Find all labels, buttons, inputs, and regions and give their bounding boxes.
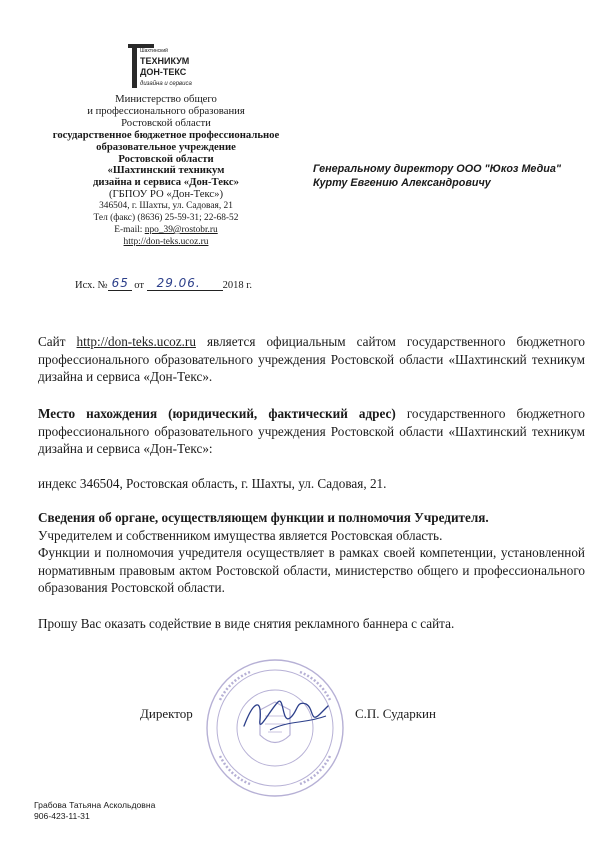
paragraph-founder xyxy=(38,509,585,597)
site-link[interactable]: http://don-teks.ucoz.ru xyxy=(76,334,196,349)
org-short-name: (ГБПОУ РО «Дон-Текс») xyxy=(108,188,224,201)
org-site-link[interactable]: http://don-teks.ucoz.ru xyxy=(123,236,209,247)
paragraph-request: Прошу Вас оказать содействие в виде снятия рекламного баннера с сайта. xyxy=(38,616,455,631)
email-label: E-mail: xyxy=(114,224,145,235)
ref-year: 2018 г. xyxy=(222,280,252,291)
founder-line2: Функции и полномочия учредителя осуществляет в рамках своей компетенции, установленной нормативным правовым актом Ростовской области, министерство общего и профессионального образования Ростовской области. xyxy=(38,545,585,596)
ministry-line: Министерство общего xyxy=(115,93,217,105)
addressee-line2: Курту Евгению Александровичу xyxy=(313,177,491,189)
reference-line xyxy=(75,276,252,291)
ref-date: 29.06. xyxy=(156,276,201,290)
addressee xyxy=(313,162,593,190)
paragraph-address: индекс 346504, Ростовская область, г. Шахты, ул. Садовая, 21. xyxy=(38,476,387,491)
executor-name: Грабова Татьяна Аскольдовна xyxy=(34,800,156,810)
logo-line2: ТЕХНИКУМ xyxy=(140,56,190,66)
org-address: 346504, г. Шахты, ул. Садовая, 21 xyxy=(99,201,233,212)
org-name-line: «Шахтинский техникум xyxy=(107,164,225,177)
letterhead xyxy=(28,94,304,249)
logo-line1: Шахтинский xyxy=(140,48,168,54)
org-phone: Тел (факс) (8636) 25-59-31; 22-68-52 xyxy=(93,213,239,224)
founder-line1: Учредителем и собственником имущества является Ростовская область. xyxy=(38,527,443,543)
addressee-line1: Генеральному директору ООО "Юкоз Медиа" xyxy=(313,163,561,175)
ref-number-field xyxy=(108,276,132,291)
org-region-line: Ростовской области xyxy=(118,152,214,165)
paragraph-location xyxy=(38,405,585,458)
org-type-line-2: образовательное учреждение xyxy=(96,140,236,153)
ref-date-field xyxy=(147,276,223,291)
ref-prefix: Исх. № xyxy=(75,280,108,291)
org-email-line xyxy=(28,225,304,237)
region-line: Ростовской области xyxy=(121,116,211,129)
ref-from: от xyxy=(134,280,144,291)
email-link[interactable]: npo_39@rostobr.ru xyxy=(144,224,218,235)
founder-heading: Сведения об органе, осуществляющем функции и полномочия Учредителя. xyxy=(38,510,489,525)
para2-rest: государственного бюджетного профессионального образовательного учреждения Ростовской области «Шахтинский техникум дизайна и сервиса «Дон-Текс»: xyxy=(38,406,585,457)
para2-bold: Место нахождения (юридический, фактический адрес) xyxy=(38,406,396,421)
ref-number: 65 xyxy=(111,276,129,290)
logo-line4: дизайна и сервиса xyxy=(140,81,192,87)
para1-post: является официальным сайтом государственного бюджетного профессионального образовательного учреждения Ростовской области «Шахтинский техникум дизайна и сервиса «Дон-Текс». xyxy=(38,334,585,385)
logo-line3: ДОН-ТЕКС xyxy=(140,67,187,77)
org-name-line-2: дизайна и сервиса «Дон-Текс» xyxy=(93,176,239,189)
signatory-name: С.П. Сударкин xyxy=(355,706,436,721)
signatory-title: Директор xyxy=(140,706,193,721)
org-type-line: государственное бюджетное профессиональное xyxy=(52,128,280,141)
paragraph-site xyxy=(38,333,585,386)
ministry-line-2: и профессионального образования xyxy=(87,104,245,117)
executor-info xyxy=(34,800,155,822)
para1-pre: Сайт xyxy=(38,334,77,349)
executor-phone: 906-423-11-31 xyxy=(34,811,90,821)
handwritten-signature xyxy=(240,690,330,740)
college-logo xyxy=(126,42,204,92)
